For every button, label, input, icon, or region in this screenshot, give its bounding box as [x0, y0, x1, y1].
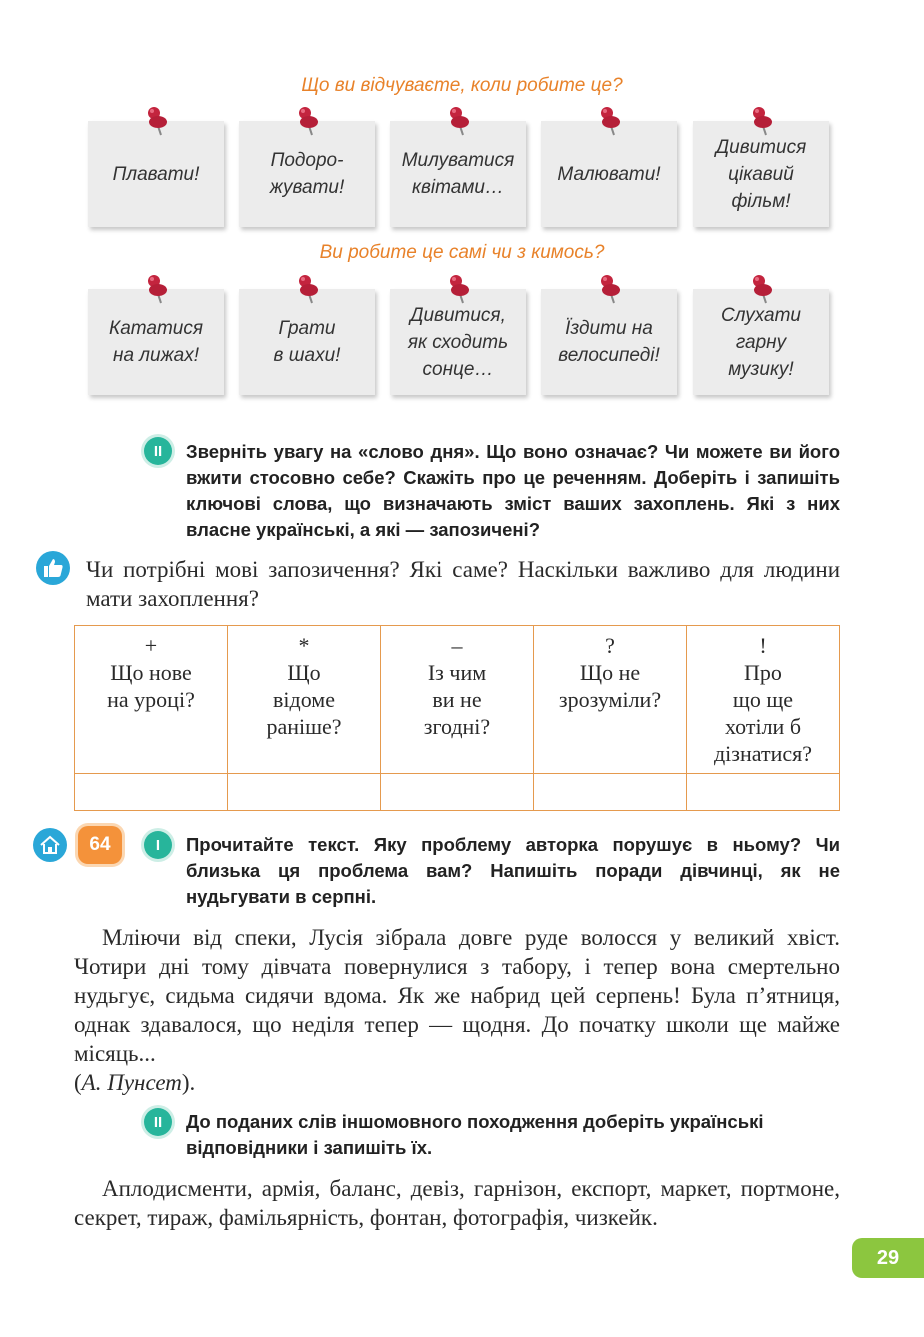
table-cell	[75, 626, 228, 774]
note-text: Подоро- жувати!	[269, 150, 345, 198]
thumbs-up-icon	[36, 551, 70, 585]
task-level-badge: I	[144, 831, 172, 859]
task-level-badge: II	[144, 437, 172, 465]
task-text: До поданих слів іншомовного походження доберіть українські відповідники і запишіть їх.	[186, 1111, 764, 1158]
source-author: А. Пунсет	[81, 1070, 182, 1095]
task-level-badge: II	[144, 1108, 172, 1136]
push-pin-icon	[142, 273, 172, 305]
note-text: Милуватися квітами…	[401, 150, 515, 198]
note-card	[693, 121, 829, 227]
note-card	[239, 121, 375, 227]
push-pin-icon	[595, 273, 625, 305]
word-list-text: Аплодисменти, армія, баланс, девіз, гарнізон, експорт, маркет, портмоне, секрет, тираж, фамільярність, фонтан, фотографія, чизкейк.	[74, 1176, 840, 1230]
note-text: Дивитися цікавий фільм!	[715, 136, 807, 212]
table-cell	[534, 774, 687, 811]
note-text: Грати в шахи!	[273, 318, 341, 366]
note-card	[239, 289, 375, 395]
reflection-text: Чи потрібні мові запозичення? Які саме? Наскільки важливо для людини мати захоплення?	[86, 557, 840, 611]
table-cell	[687, 626, 840, 774]
note-card	[390, 121, 526, 227]
column-label: Що не зрозуміли?	[558, 660, 662, 712]
word-list	[74, 1174, 840, 1232]
note-text: Малювати!	[557, 163, 661, 185]
passage-text: Мліючи від спеки, Лусія зібрала довге руде волосся у великий хвіст. Чотири дні тому дівчата повернулися з табору, і тепер вона смертельно нудьгує, сидьма сидячи вдома. Як же набрид цей серпень! Була п’ятниця, однак здавалося, що неділя тепер — щодня. До початку школи ще майже місяць...	[74, 925, 840, 1066]
table-cell	[381, 626, 534, 774]
push-pin-icon	[293, 273, 323, 305]
note-text: Кататися на лижах!	[109, 318, 203, 366]
table-cell	[75, 774, 228, 811]
table-cell	[228, 626, 381, 774]
source-paren: (	[74, 1070, 82, 1095]
column-symbol: *	[298, 633, 310, 658]
column-label: Із чим ви не згодні?	[423, 660, 491, 739]
column-symbol: ?	[605, 633, 615, 658]
note-card	[541, 289, 677, 395]
note-text: Дивитися, як сходить сонце…	[407, 304, 509, 380]
column-symbol: –	[451, 633, 463, 658]
task-foreign-words	[186, 1109, 840, 1161]
table-empty-row	[75, 774, 840, 811]
note-text: Слухати гарну музику!	[721, 304, 801, 380]
task-text: Зверніть увагу на «слово дня». Що воно означає? Чи можете ви його вжити стосовно себе? Скажіть про це реченням. Доберіть і запишіть ключові слова, що визначають зміст ваших захоплень. Які з них власне українські, а які — запозичені?	[186, 441, 840, 540]
note-text: Плавати!	[112, 163, 200, 185]
push-pin-icon	[444, 105, 474, 137]
push-pin-icon	[293, 105, 323, 137]
task-text: Прочитайте текст. Яку проблему авторка порушує в ньому? Чи близька ця проблема вам? Напишіть поради дівчинці, як не нудьгувати в серпні.	[186, 834, 840, 907]
page-number: 29	[852, 1238, 924, 1278]
note-card	[88, 289, 224, 395]
note-card	[88, 121, 224, 227]
push-pin-icon	[142, 105, 172, 137]
column-label: Що нове на уроці?	[107, 660, 195, 712]
table-header-row	[75, 626, 840, 774]
note-card	[541, 121, 677, 227]
table-cell	[228, 774, 381, 811]
question-feelings: Що ви відчуваєте, коли робите це?	[301, 75, 623, 96]
column-label: Про що ще хотіли б дізнатися?	[713, 660, 812, 766]
question-company: Ви робите це самі чи з кимось?	[319, 242, 605, 263]
table-cell	[381, 774, 534, 811]
notes-row-2	[88, 289, 830, 395]
exercise-number: 64	[78, 826, 122, 864]
note-card	[390, 289, 526, 395]
column-symbol: +	[144, 633, 158, 658]
table-cell	[687, 774, 840, 811]
reflection-table	[74, 625, 840, 811]
column-symbol: !	[759, 633, 767, 658]
note-card	[693, 289, 829, 395]
push-pin-icon	[595, 105, 625, 137]
push-pin-icon	[747, 105, 777, 137]
exercise-task	[186, 832, 840, 910]
task-word-of-day	[186, 439, 840, 543]
push-pin-icon	[444, 273, 474, 305]
source-paren: ).	[181, 1070, 196, 1095]
reflection-question	[86, 555, 840, 613]
column-label: Що відоме раніше?	[266, 660, 342, 739]
push-pin-icon	[747, 273, 777, 305]
notes-row-1	[88, 121, 830, 227]
table-cell	[534, 626, 687, 774]
home-icon	[33, 828, 67, 862]
note-text: Їздити на велосипеді!	[558, 318, 660, 366]
reading-text	[74, 923, 840, 1097]
